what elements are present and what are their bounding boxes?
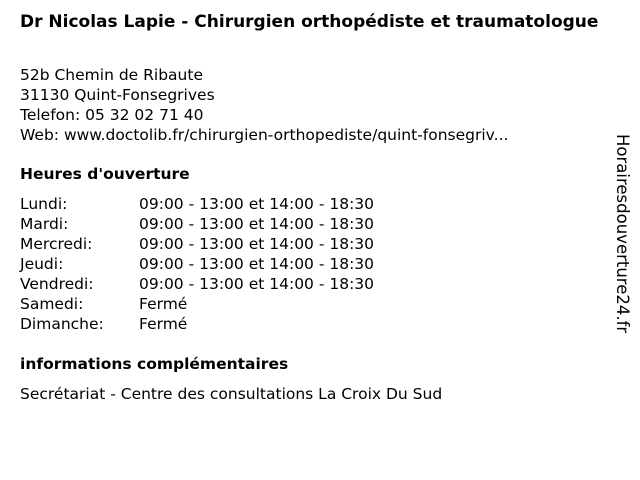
city-postal: 31130 Quint-Fonsegrives <box>20 86 215 104</box>
page-title: Dr Nicolas Lapie - Chirurgien orthopédiste et traumatologue <box>20 12 599 32</box>
hours-row-monday <box>20 194 374 214</box>
opening-hours-table <box>20 194 374 334</box>
day-hours: Fermé <box>139 295 188 313</box>
hours-row-sunday <box>20 314 374 334</box>
day-label: Mardi: <box>20 215 69 233</box>
address-block <box>20 65 508 145</box>
day-label: Samedi: <box>20 295 84 313</box>
day-hours: Fermé <box>139 315 188 333</box>
hours-heading: Heures d'ouverture <box>20 165 190 183</box>
website: Web: www.doctolib.fr/chirurgien-orthopediste/quint-fonsegriv... <box>20 126 509 144</box>
hours-row-friday <box>20 274 374 294</box>
hours-row-tuesday <box>20 214 374 234</box>
day-hours: 09:00 - 13:00 et 14:00 - 18:30 <box>139 235 375 253</box>
info-heading: informations complémentaires <box>20 355 289 373</box>
day-label: Jeudi: <box>20 255 64 273</box>
phone-number: Telefon: 05 32 02 71 40 <box>20 106 204 124</box>
day-label: Mercredi: <box>20 235 93 253</box>
info-text: Secrétariat - Centre des consultations La Croix Du Sud <box>20 385 443 403</box>
day-hours: 09:00 - 13:00 et 14:00 - 18:30 <box>139 255 375 273</box>
day-label: Vendredi: <box>20 275 94 293</box>
day-hours: 09:00 - 13:00 et 14:00 - 18:30 <box>139 275 375 293</box>
day-label: Lundi: <box>20 195 68 213</box>
hours-row-thursday <box>20 254 374 274</box>
day-label: Dimanche: <box>20 315 104 333</box>
street-address: 52b Chemin de Ribaute <box>20 66 203 84</box>
day-hours: 09:00 - 13:00 et 14:00 - 18:30 <box>139 215 375 233</box>
hours-row-saturday <box>20 294 374 314</box>
watermark: Horairesdouverture24.fr <box>613 134 632 334</box>
day-hours: 09:00 - 13:00 et 14:00 - 18:30 <box>139 195 375 213</box>
hours-row-wednesday <box>20 234 374 254</box>
